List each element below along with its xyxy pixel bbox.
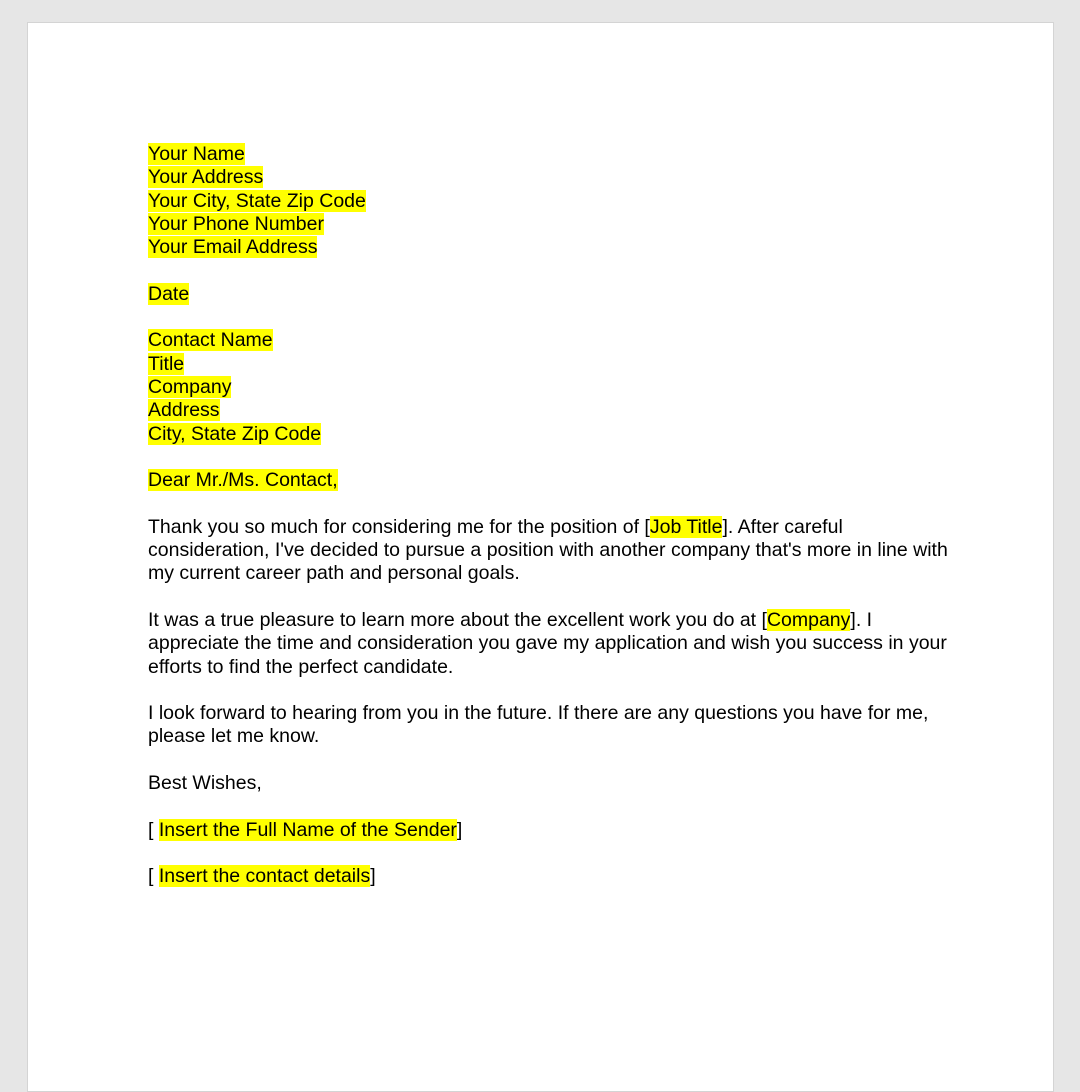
sender-name: Your Name <box>148 143 245 165</box>
paragraph-3: I look forward to hearing from you in the future. If there are any questions you have for me, please let me know. <box>148 702 929 748</box>
recipient-block <box>148 329 948 445</box>
sender-block <box>148 143 948 259</box>
paragraph-1-after: ]. After careful consideration, I've decided to pursue a position with another company that's more in line with my current career path and personal goals. <box>148 515 948 585</box>
signature-line <box>148 819 948 842</box>
recipient-address: Address <box>148 399 220 422</box>
sender-address: Your Address <box>148 166 264 189</box>
closing: Best Wishes, <box>148 772 262 795</box>
signature-open-bracket: [ <box>148 818 159 841</box>
paragraph-1-before: Thank you so much for considering me for the position of [ <box>148 515 650 538</box>
paragraph-2 <box>148 609 948 679</box>
signature-close-bracket: ] <box>456 818 463 841</box>
recipient-name: Contact Name <box>148 329 273 352</box>
document-page <box>27 22 1054 1092</box>
contact-details-line <box>148 865 948 888</box>
signature-placeholder: Insert the Full Name of the Sender <box>158 818 457 841</box>
contact-details-placeholder: Insert the contact details <box>158 865 371 888</box>
sender-phone: Your Phone Number <box>148 212 324 235</box>
contact-open-bracket: [ <box>148 865 159 888</box>
paragraph-1 <box>148 516 948 586</box>
recipient-city-state-zip: City, State Zip Code <box>148 422 322 445</box>
salutation: Dear Mr./Ms. Contact, <box>148 469 338 492</box>
job-title-placeholder: Job Title <box>649 515 723 538</box>
paragraph-2-before: It was a true pleasure to learn more about the excellent work you do at [ <box>148 608 767 631</box>
company-placeholder: Company <box>766 608 851 631</box>
sender-city-state-zip: Your City, State Zip Code <box>148 189 366 212</box>
sender-email: Your Email Address <box>148 236 318 259</box>
recipient-company: Company <box>148 375 232 398</box>
letter-body[interactable] <box>148 143 948 889</box>
paragraph-2-after: ]. I appreciate the time and consideration you gave my application and wish you success in your efforts to find the perfect candidate. <box>148 608 947 678</box>
recipient-title: Title <box>148 352 185 375</box>
contact-close-bracket: ] <box>370 865 376 888</box>
letter-date: Date <box>148 282 190 305</box>
